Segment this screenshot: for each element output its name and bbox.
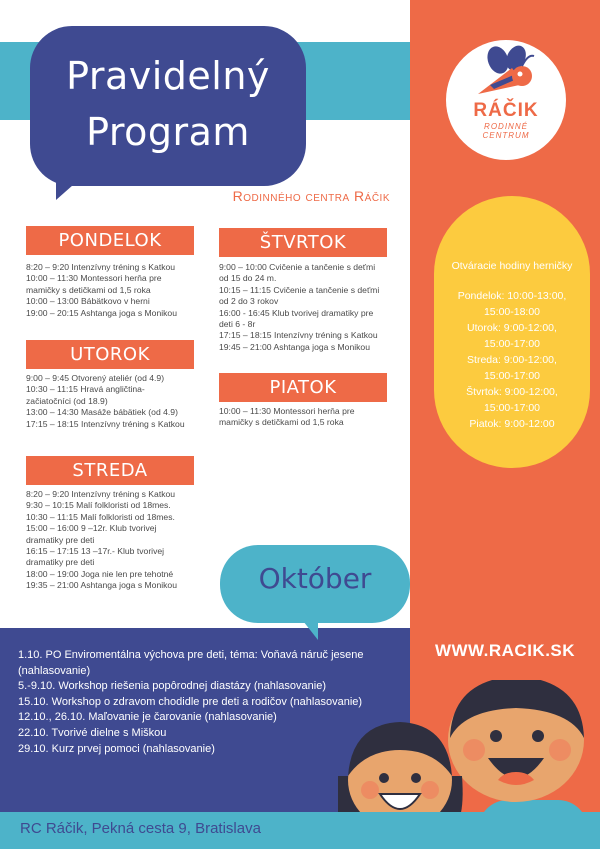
- address: RC Ráčik, Pekná cesta 9, Bratislava: [20, 820, 261, 837]
- schedule-item: 9:30 – 10:15 Malí folkloristi od 18mes.: [26, 500, 171, 511]
- website-link[interactable]: WWW.RACIK.SK: [434, 641, 576, 660]
- event-item: 5.-9.10. Workshop riešenia popôrodnej diastázy (nahlasovanie): [18, 680, 326, 693]
- schedule-item: 10:30 – 11:15 Malí folkloristi od 18mes.: [26, 511, 175, 522]
- hours-line: 15:00-17:00: [483, 402, 541, 414]
- event-item: 22.10. Tvorivé dielne s Miškou: [18, 726, 167, 739]
- logo-sub-line-2: CENTRUM: [482, 131, 530, 140]
- event-item: 12.10., 26.10. Maľovanie je čarovanie (nahlasovanie): [18, 711, 277, 724]
- event-item: 29.10. Kurz prvej pomoci (nahlasovanie): [18, 742, 215, 755]
- day-list-thursday: [219, 262, 379, 353]
- schedule-item: 16:00 - 16:45 Klub tvorivej dramatiky pre: [219, 307, 374, 318]
- day-list-friday: [219, 406, 355, 429]
- day-list-tuesday: [26, 373, 185, 430]
- hours-line: 15:00-18:00: [483, 306, 541, 318]
- schedule-item: 15:00 – 16:00 9 –12r. Klub tvorivej: [26, 523, 157, 534]
- schedule-item: 10:30 – 11:15 Hravá angličtina-: [26, 384, 145, 395]
- schedule-item: dramatiky pre deti: [26, 534, 95, 545]
- hours-line: Utorok: 9:00-12:00,: [467, 322, 557, 334]
- schedule-item: 18:00 – 19:00 Joga nie len pre tehotné: [26, 568, 174, 579]
- title-line-1: Pravidelný: [66, 54, 270, 98]
- page-title: [30, 48, 306, 160]
- hours-line: 15:00-17:00: [483, 370, 541, 382]
- schedule-item: 17:15 – 18:15 Intenzívny tréning s Katkou: [219, 330, 378, 341]
- day-list-monday: [26, 262, 177, 319]
- hours-line: Pondelok: 10:00-13:00,: [457, 290, 567, 302]
- opening-hours-list: [434, 288, 590, 432]
- schedule-item: 17:15 – 18:15 Intenzívny tréning s Katkou: [26, 418, 185, 429]
- day-header-monday: PONDELOK: [26, 226, 194, 255]
- event-item: 15.10. Workshop o zdravom chodidle pre deti a rodičov (nahlasovanie): [18, 695, 363, 708]
- day-header-friday: PIATOK: [219, 373, 387, 402]
- day-header-thursday: ŠTVRTOK: [219, 228, 387, 257]
- bee-icon: [472, 44, 540, 102]
- schedule-item: 9:00 – 9:45 Otvorený ateliér (od 4.9): [26, 373, 165, 383]
- schedule-item: 10:00 – 11:30 Montessori herňa pre: [26, 273, 162, 284]
- logo-subtitle: [446, 122, 566, 140]
- schedule-item: 19:35 – 21:00 Ashtanga joga s Monikou: [26, 580, 177, 591]
- schedule-item: 13:00 – 14:30 Masáže bábätiek (od 4.9): [26, 407, 178, 418]
- subtitle: Rodinného centra Ráčik: [232, 188, 390, 204]
- schedule-item: 8:20 – 9:20 Intenzívny tréning s Katkou: [26, 489, 176, 499]
- schedule-item: mamičky s detičkami od 1,5 roka: [219, 417, 344, 428]
- schedule-item: 10:00 – 13:00 Bábätkovo v herni: [26, 296, 150, 307]
- hours-line: 15:00-17:00: [483, 338, 541, 350]
- october-title: Október: [258, 562, 372, 595]
- day-header-tuesday: UTOROK: [26, 340, 194, 369]
- hours-line: Streda: 9:00-12:00,: [467, 354, 557, 366]
- hours-line: Piatok: 9:00-12:00: [469, 418, 555, 430]
- hours-line: Štvrtok: 9:00-12:00,: [466, 386, 558, 398]
- opening-hours-title: Otváracie hodiny herničky: [451, 260, 573, 272]
- logo-name: RÁČIK: [473, 100, 539, 121]
- schedule-item: začiatočníci (od 18.9): [26, 395, 108, 406]
- schedule-item: deti 6 - 8r: [219, 319, 256, 330]
- event-item: (nahlasovanie): [18, 664, 91, 677]
- day-header-wednesday: STREDA: [26, 456, 194, 485]
- schedule-item: od 2 do 3 rokov: [219, 296, 279, 307]
- schedule-item: 10:00 – 11:30 Montessori herňa pre: [219, 406, 355, 416]
- schedule-item: od 15 do 24 m.: [219, 273, 277, 284]
- day-list-wednesday: [26, 489, 177, 592]
- title-bubble-tail: [56, 170, 90, 200]
- logo: [446, 40, 566, 160]
- logo-sub-line-1: RODINNÉ: [484, 122, 528, 131]
- schedule-item: 19:00 – 20:15 Ashtanga joga s Monikou: [26, 307, 177, 318]
- schedule-item: 16:15 – 17:15 13 –17r.- Klub tvorivej: [26, 546, 165, 557]
- schedule-item: dramatiky pre deti: [26, 557, 95, 568]
- title-line-2: Program: [86, 110, 250, 154]
- schedule-item: 8:20 – 9:20 Intenzívny tréning s Katkou: [26, 262, 176, 272]
- schedule-item: 10:15 – 11:15 Cvičenie a tančenie s deťmi: [219, 284, 380, 295]
- schedule-item: 19:45 – 21:00 Ashtanga joga s Monikou: [219, 341, 370, 352]
- schedule-item: 9:00 – 10:00 Cvičenie a tančenie s deťmi: [219, 262, 376, 272]
- october-bubble-tail: [296, 612, 318, 640]
- schedule-item: mamičky s detičkami od 1,5 roka: [26, 284, 151, 295]
- event-item: 1.10. PO Enviromentálna výchova pre deti, téma: Voňavá náruč jesene: [18, 649, 364, 661]
